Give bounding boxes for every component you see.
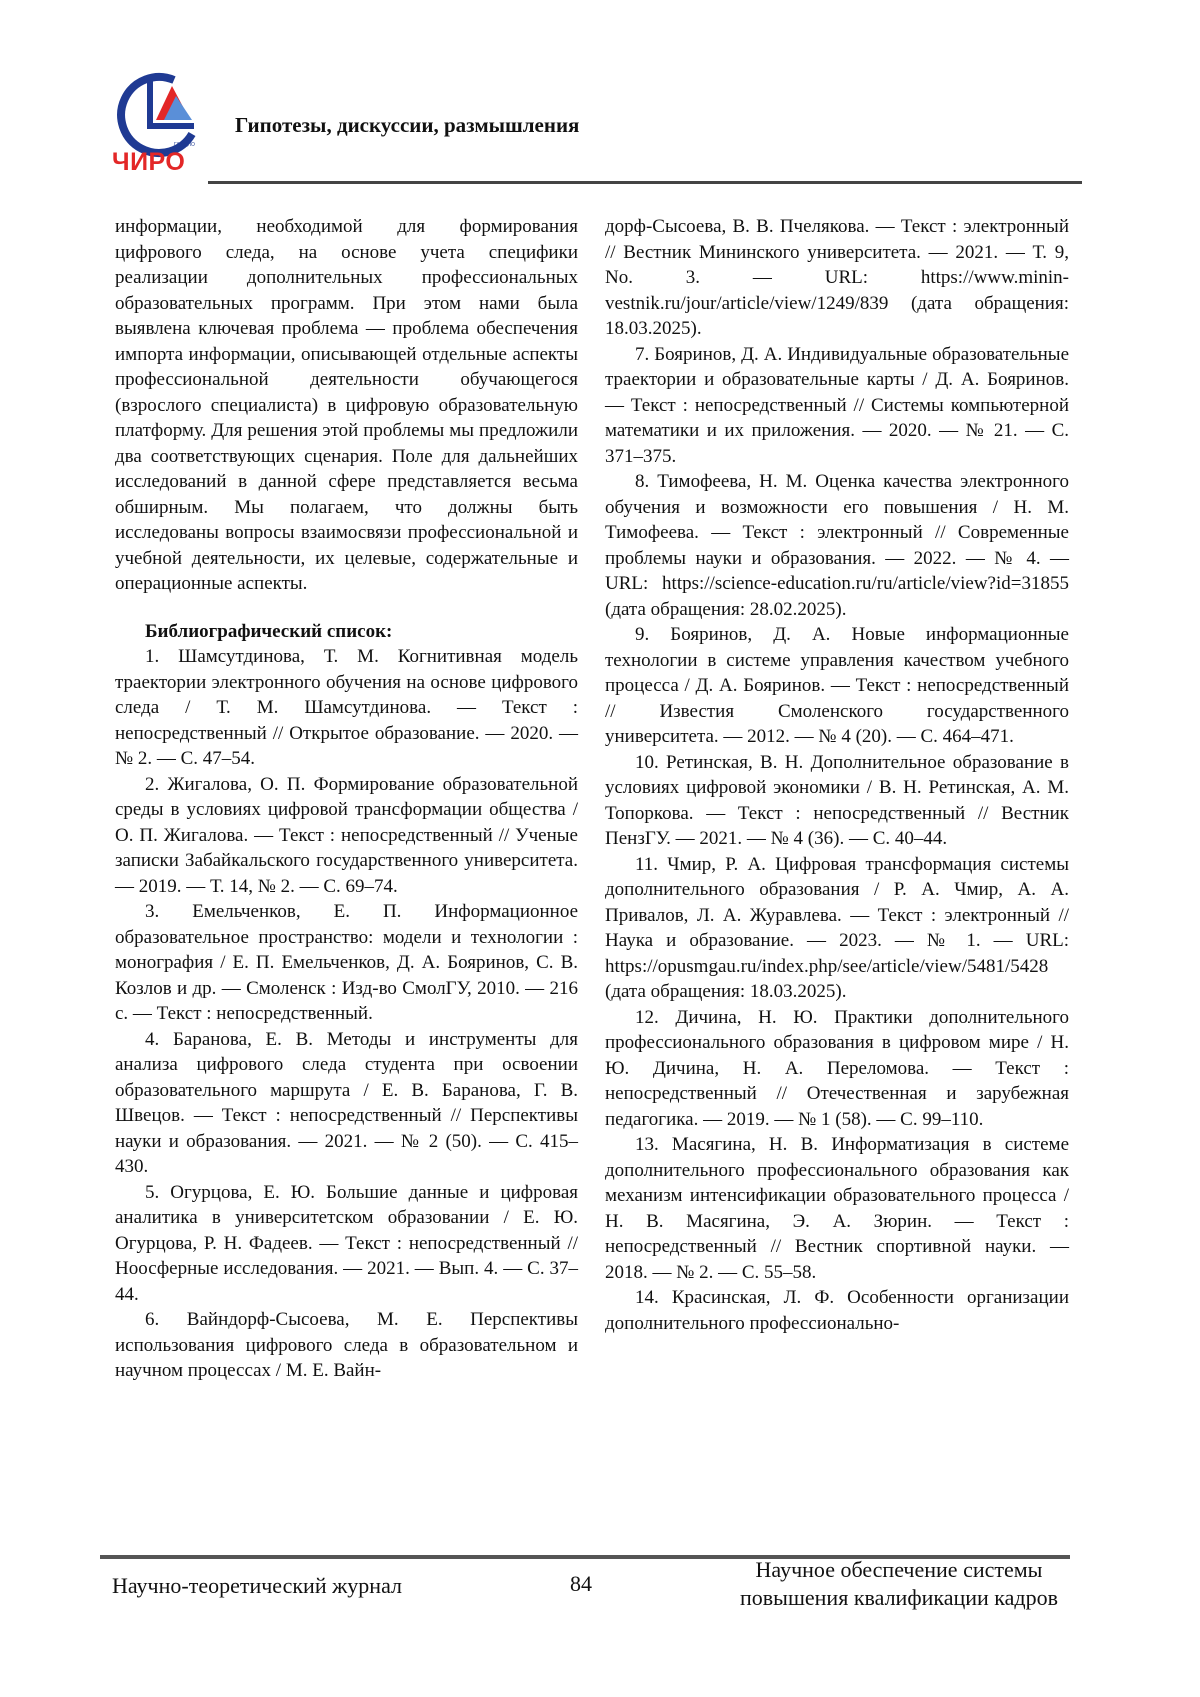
reference-continuation: дорф-Сысоева, В. В. Пчелякова. — Текст : электронный // Вестник Мининского университета. — 2021. — Т. 9, No. 3. — URL: https://www.minin-vestnik.ru/jour/article/view/1249/839 (дата обращения: 18.03.2025). — [605, 214, 1069, 342]
reference-item: 6. Вайндорф-Сысоева, М. Е. Перспективы использования цифрового следа в образовательном и научном процессах / М. Е. Вайн- — [115, 1307, 578, 1384]
reference-item: 3. Емельченков, Е. П. Информационное образовательное пространство: модели и технологии : монография / Е. П. Емельченков, Д. А. Бояринов, С. В. Козлов и др. — Смоленск : Изд-во СмолГУ, 2010. — 216 с. — Текст : непосредственный. — [115, 899, 578, 1027]
journal-type: Научно-теоретический журнал — [112, 1572, 402, 1600]
reference-item: 5. Огурцова, Е. Ю. Большие данные и цифровая аналитика в университетском образовании / Е. Ю. Огурцова, Р. Н. Фадеев. — Текст : непосредственный // Ноосферные исследования. — 2021. — Вып. 4. — С. 37–44. — [115, 1180, 578, 1308]
reference-item: 9. Бояринов, Д. А. Новые информационные технологии в системе управления качеством учебного процесса / Д. А. Бояринов. — Текст : непосредственный // Известия Смоленского государственного университета. — 2012. — № 4 (20). — С. 464–471. — [605, 622, 1069, 750]
bibliography-heading: Библиографический список: — [115, 619, 578, 645]
intro-paragraph: информации, необходимой для формирования цифрового следа, на основе учета специфики реализации дополнительных профессиональных образовательных программ. При этом нами была выявлена ключевая проблема — проблема обеспечения импорта информации, описывающей отдельные аспекты профессиональной деятельности обучающегося (взрослого специалиста) в цифровую образовательную платформу. Для решения этой проблемы мы предложили два соответствующих сценария. Поле для дальнейших исследований в данной сфере представляется весьма обширным. Мы полагаем, что должны быть исследованы вопросы взаимосвязи профессиональной и учебной деятельности, их целевые, содержательные и операционные аспекты. — [115, 214, 578, 597]
journal-name-line2: повышения квалификации кадров — [740, 1584, 1058, 1612]
page-number: 84 — [570, 1570, 592, 1598]
journal-name-line1: Научное обеспечение системы — [740, 1556, 1058, 1584]
reference-item: 10. Ретинская, В. Н. Дополнительное образование в условиях цифровой экономики / В. Н. Ретинская, А. М. Топоркова. — Текст : непосредственный // Вестник ПензГУ. — 2021. — № 4 (36). — С. 40–44. — [605, 750, 1069, 852]
logo-text: ЧИРО — [112, 148, 185, 176]
header-divider — [208, 181, 1082, 184]
reference-item: 11. Чмир, Р. А. Цифровая трансформация системы дополнительного образования / Р. А. Чмир, А. А. Привалов, Л. А. Журавлева. — Текст : электронный // Наука и образование. — 2023. — № 1. — URL: https://opusmgau.ru/index.php/see/article/view/5481/5428 (дата обращения: 18.03.2025). — [605, 852, 1069, 1005]
reference-item: 7. Бояринов, Д. А. Индивидуальные образовательные траектории и образовательные карты / Д. А. Бояринов. — Текст : непосредственный // Системы компьютерной математики и их приложения. — 2020. — № 21. — С. 371–375. — [605, 342, 1069, 470]
reference-item: 13. Масягина, Н. В. Информатизация в системе дополнительного профессионального образования как механизм интенсификации образовательного процесса / Н. В. Масягина, Э. А. Зюрин. — Текст : непосредственный // Вестник спортивной науки. — 2018. — № 2. — С. 55–58. — [605, 1132, 1069, 1285]
reference-item: 1. Шамсутдинова, Т. М. Когнитивная модель траектории электронного обучения на основе цифрового следа / Т. М. Шамсутдинова. — Текст : непосредственный // Открытое образование. — 2020. — № 2. — С. 47–54. — [115, 644, 578, 772]
reference-item: 14. Красинская, Л. Ф. Особенности организации дополнительного профессионально- — [605, 1285, 1069, 1336]
right-column — [605, 214, 1069, 1336]
reference-item: 2. Жигалова, О. П. Формирование образовательной среды в условиях цифровой трансформации общества / О. П. Жигалова. — Текст : непосредственный // Ученые записки Забайкальского государственного университета. — 2019. — Т. 14, № 2. — С. 69–74. — [115, 772, 578, 900]
logo-small-text: ГАУ ДПО — [174, 142, 195, 148]
reference-item: 4. Баранова, Е. В. Методы и инструменты для анализа цифрового следа студента при освоении образовательного маршрута / Е. В. Баранова, Г. В. Швецов. — Текст : непосредственный // Перспективы науки и образования. — 2021. — № 2 (50). — С. 415–430. — [115, 1027, 578, 1180]
reference-item: 12. Дичина, Н. Ю. Практики дополнительного профессионального образования в цифровом мире / Н. Ю. Дичина, Н. А. Переломова. — Текст : непосредственный // Отечественная и зарубежная педагогика. — 2019. — № 1 (58). — С. 99–110. — [605, 1005, 1069, 1133]
reference-item: 8. Тимофеева, Н. М. Оценка качества электронного обучения и возможности его повышения / Н. М. Тимофеева. — Текст : электронный // Современные проблемы науки и образования. — 2022. — № 4. — URL: https://science-education.ru/ru/article/view?id=31855 (дата обращения: 28.02.2025). — [605, 469, 1069, 622]
journal-name — [740, 1556, 1058, 1612]
left-column — [115, 214, 578, 1384]
section-title: Гипотезы, дискуссии, размышления — [235, 113, 579, 138]
chiro-logo — [112, 68, 204, 176]
